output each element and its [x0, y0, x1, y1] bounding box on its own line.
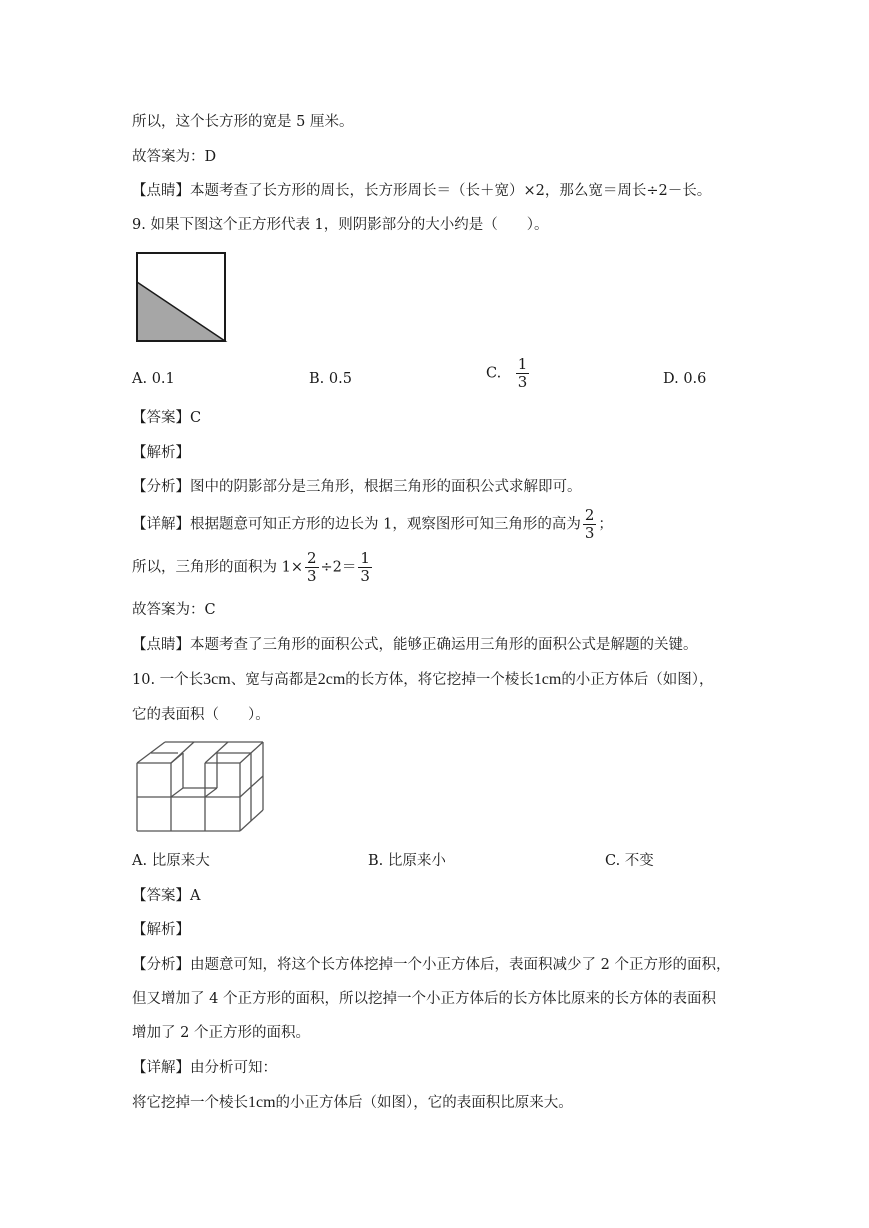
q10-part: 的长方体，将它挖掉一个棱长 [345, 672, 534, 688]
detail-text-prefix: 【详解】根据题意可知正方形的边长为 1，观察图形可知三角形的高为 [132, 516, 581, 533]
option-d: D. 0.6 [663, 371, 707, 387]
fraction-denominator: 3 [584, 524, 595, 542]
text-line: 【点睛】本题考查了三角形的面积公式，能够正确运用三角形的面积公式是解题的关键。 [132, 637, 698, 653]
last-part: 将它挖掉一个棱长 [132, 1095, 248, 1111]
fraction-one-third [358, 550, 372, 585]
text-line: 所以，这个长方形的宽是 5 厘米。 [132, 114, 354, 130]
fraction-denominator: 3 [517, 373, 528, 391]
analysis-text: 但又增加了 4 个正方形的面积，所以挖掉一个小正方体后的长方体比原来的长方体的表面积 [132, 991, 716, 1007]
calc-prefix: 所以，三角形的面积为 1× [132, 559, 303, 576]
fraction-numerator: 1 [360, 549, 370, 567]
option-b: B. 0.5 [309, 371, 352, 387]
q10-part: 的小正方体后（如图）， [561, 672, 714, 688]
analysis-text: 【分析】由题意可知，将这个长方体挖掉一个小正方体后，表面积减少了 2 个正方形的面积， [132, 957, 731, 973]
fraction-two-thirds [583, 507, 597, 542]
option-c: C. 不变 [605, 853, 654, 869]
text-line: 故答案为：D [132, 149, 217, 165]
last-edge: 1cm [248, 1094, 276, 1111]
detail-text [132, 507, 613, 542]
q10-part: 、宽与高都是 [230, 672, 318, 688]
answer-label: 【答案】A [132, 888, 201, 904]
analysis-text: 增加了 2 个正方形的面积。 [132, 1025, 310, 1041]
option-c-label: C. [486, 365, 502, 382]
detail-text [132, 1093, 573, 1113]
q10-edge: 1cm [533, 671, 562, 688]
detail-text: 【详解】由分析可知： [132, 1060, 277, 1076]
fraction-denominator: 3 [306, 567, 317, 585]
fraction-numerator: 2 [306, 549, 317, 567]
fraction-two-thirds [305, 550, 319, 585]
calc-line [132, 550, 374, 585]
analysis-text: 【分析】图中的阴影部分是三角形，根据三角形的面积公式求解即可。 [132, 479, 582, 495]
square-figure [134, 250, 230, 346]
q10-part: 10. 一个长 [132, 672, 204, 688]
text-line: 【点睛】本题考查了长方形的周长，长方形周长＝（长＋宽）×2，那么宽＝周长÷2－长。 [132, 183, 712, 199]
q10-width: 2cm [317, 671, 346, 688]
fraction-denominator: 3 [360, 567, 370, 585]
question-9: 9. 如果下图这个正方形代表 1，则阴影部分的大小约是（ ）。 [132, 217, 549, 233]
answer-label: 【答案】C [132, 410, 202, 426]
calc-mid: ÷2＝ [320, 559, 357, 576]
q10-length: 3cm [203, 671, 231, 688]
option-a: A. 比原来大 [132, 853, 210, 869]
analysis-heading: 【解析】 [132, 445, 190, 461]
option-a: A. 0.1 [132, 371, 175, 387]
question-10 [132, 670, 714, 690]
text-line: 故答案为：C [132, 602, 216, 618]
cuboid-figure [133, 738, 269, 838]
last-part: 的小正方体后（如图），它的表面积比原来大。 [275, 1095, 573, 1111]
detail-text-suffix: ； [598, 516, 613, 533]
fraction-one-third [516, 356, 530, 391]
shaded-triangle [137, 282, 225, 341]
option-b: B. 比原来小 [368, 853, 446, 869]
fraction-numerator: 1 [517, 355, 528, 373]
question-10-line2: 它的表面积（ ）。 [132, 707, 270, 723]
analysis-heading: 【解析】 [132, 922, 190, 938]
option-c [486, 356, 531, 391]
fraction-numerator: 2 [584, 506, 595, 524]
